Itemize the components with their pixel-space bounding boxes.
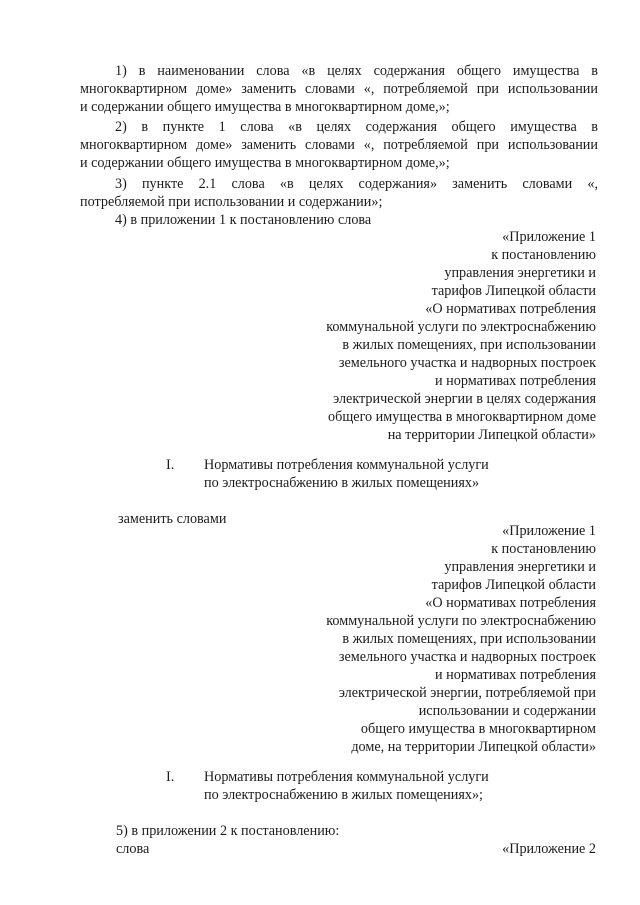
old-header-line: «Приложение 1 — [502, 229, 596, 245]
new-header-line: и нормативах потребления — [435, 667, 596, 683]
item-4-paragraph — [80, 211, 598, 229]
old-section-title-line-2: по электроснабжению в жилых помещениях» — [204, 475, 480, 491]
old-header-line: в жилых помещениях, при использовании — [342, 337, 596, 353]
item-4-line: 4) в приложении 1 к постановлению слова — [115, 212, 372, 228]
old-header-line: управления энергетики и — [444, 265, 596, 281]
item-3-line-1: 3) пункте 2.1 слова «в целях содержания» заменить словами «, — [115, 176, 598, 192]
new-header-line: тарифов Липецкой области — [431, 577, 596, 593]
item-2-line-1: 2) в пункте 1 слова «в целях содержания общего имущества в — [115, 119, 598, 135]
new-header-line: коммунальной услуги по электроснабжению — [326, 613, 596, 629]
old-header-line: к постановлению — [491, 247, 596, 263]
item-1-line-1: 1) в наименовании слова «в целях содержания общего имущества в — [115, 63, 598, 79]
new-section-title-line-1: Нормативы потребления коммунальной услуги — [204, 769, 489, 785]
old-section-title-line-1: Нормативы потребления коммунальной услуги — [204, 457, 489, 473]
appendix-2-label: «Приложение 2 — [502, 841, 596, 857]
new-header-line: «Приложение 1 — [502, 523, 596, 539]
old-header-line: «О нормативах потребления — [425, 301, 596, 317]
new-appendix-header — [266, 522, 596, 756]
item-3-paragraph — [80, 175, 598, 211]
new-header-line: земельного участка и надворных построек — [338, 649, 596, 665]
new-header-line: электрической энергии, потребляемой при — [338, 685, 596, 701]
new-header-line: к постановлению — [491, 541, 596, 557]
new-header-line: управления энергетики и — [444, 559, 596, 575]
item-5-line: 5) в приложении 2 к постановлению: — [116, 823, 340, 839]
item-2-line-2: многоквартирном доме» заменить словами «, потребляемой при использовании — [80, 137, 598, 153]
item-3-line-2: потребляемой при использовании и содержании»; — [80, 194, 383, 210]
old-header-line: и нормативах потребления — [435, 373, 596, 389]
item-2-line-3: и содержании общего имущества в многоквартирном доме,»; — [80, 155, 450, 171]
old-header-line: коммунальной услуги по электроснабжению — [326, 319, 596, 335]
old-appendix-header — [266, 228, 596, 444]
item-1-line-3: и содержании общего имущества в многоквартирном доме,»; — [80, 99, 450, 115]
new-section-title-line-2: по электроснабжению в жилых помещениях»; — [204, 787, 484, 803]
item-2-paragraph — [80, 118, 598, 172]
new-header-line: доме, на территории Липецкой области» — [351, 739, 596, 755]
words-label: слова — [116, 841, 150, 857]
old-header-line: на территории Липецкой области» — [387, 427, 596, 443]
old-header-line: электрической энергии в целях содержания — [333, 391, 596, 407]
new-header-line: в жилых помещениях, при использовании — [342, 631, 596, 647]
new-header-line: «О нормативах потребления — [425, 595, 596, 611]
old-section-number: I. — [166, 457, 175, 473]
item-1-paragraph — [80, 62, 598, 116]
old-header-line: тарифов Липецкой области — [431, 283, 596, 299]
new-header-line: общего имущества в многоквартирном — [360, 721, 596, 737]
new-section-number: I. — [166, 769, 175, 785]
item-1-line-2: многоквартирном доме» заменить словами «, потребляемой при использовании — [80, 81, 598, 97]
replace-with-label: заменить словами — [118, 511, 227, 527]
old-header-line: земельного участка и надворных построек — [338, 355, 596, 371]
new-header-line: использовании и содержании — [418, 703, 596, 719]
old-header-line: общего имущества в многоквартирном доме — [328, 409, 596, 425]
